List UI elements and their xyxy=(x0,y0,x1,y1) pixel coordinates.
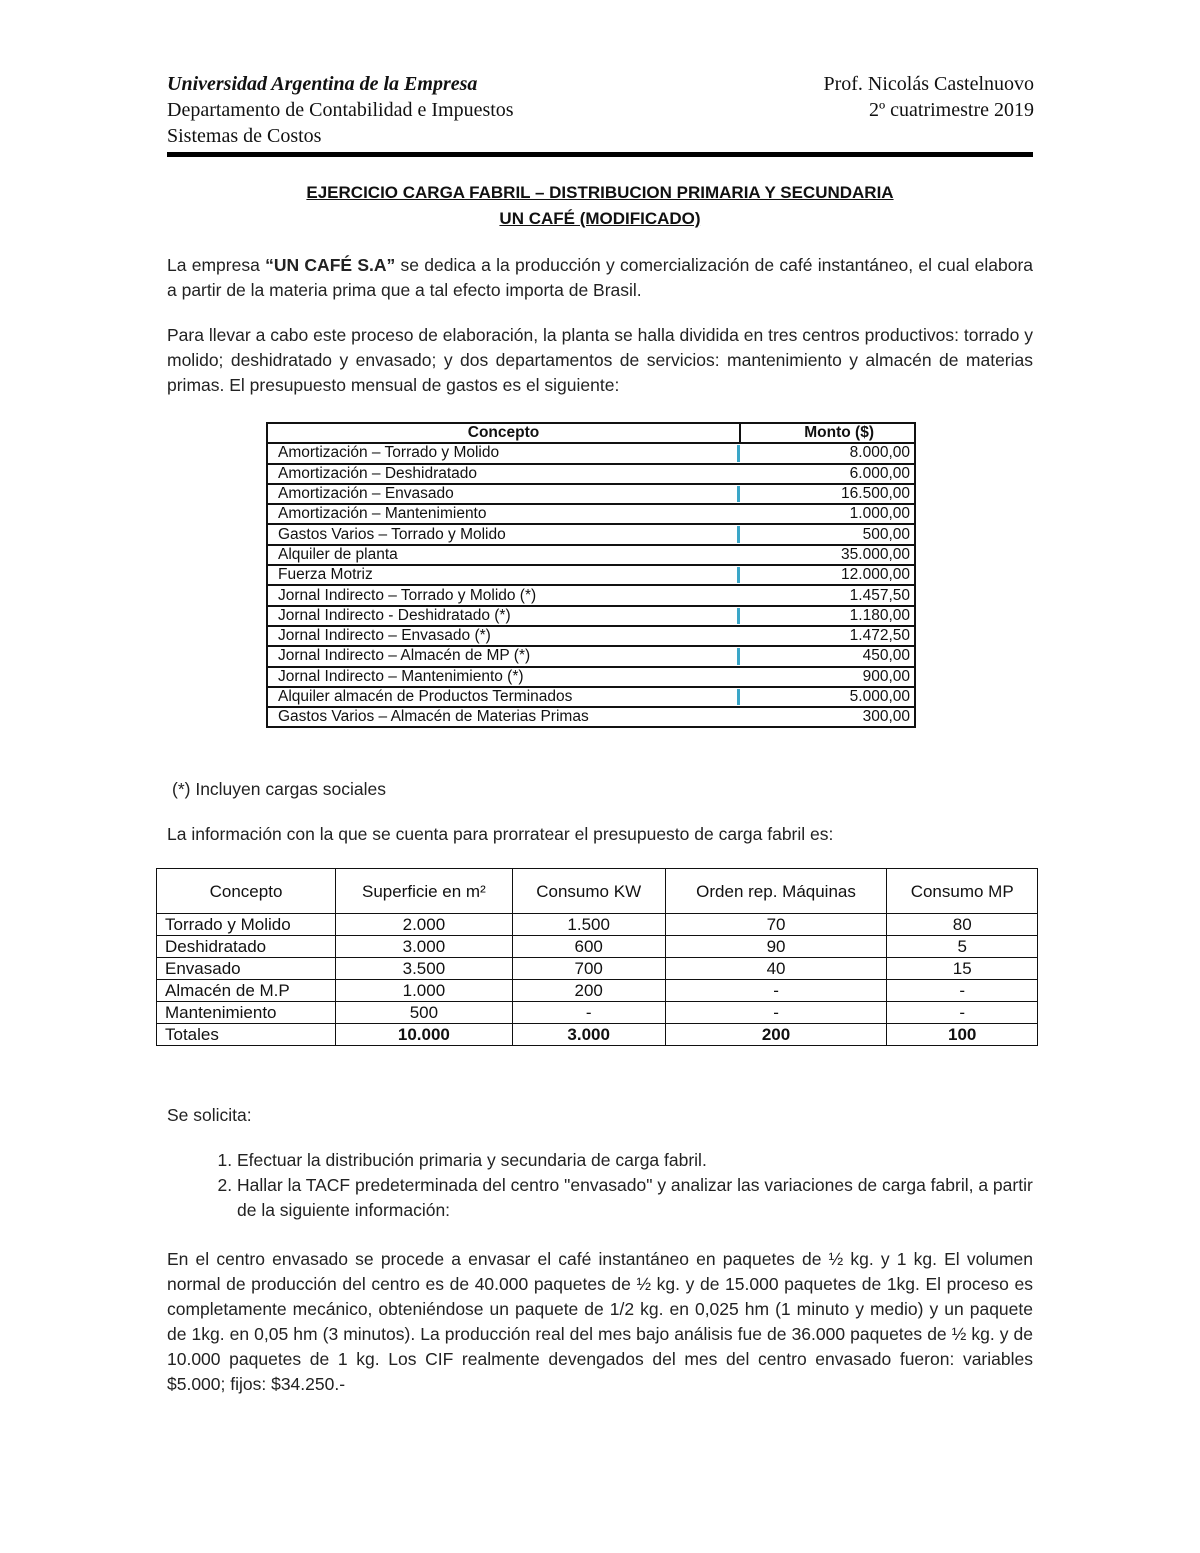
budget-concept: Jornal Indirecto - Deshidratado (*) xyxy=(267,606,740,626)
budget-row xyxy=(267,464,915,484)
bases-header: Superficie en m² xyxy=(336,869,513,914)
header-left xyxy=(167,71,514,149)
footnote: (*) Incluyen cargas sociales xyxy=(172,779,386,799)
cell-marker xyxy=(737,648,740,664)
bases-cell: 600 xyxy=(512,936,665,958)
budget-amount: 900,00 xyxy=(740,667,915,687)
budget-row xyxy=(267,687,915,707)
bases-cell: 3.000 xyxy=(336,936,513,958)
budget-amount: 6.000,00 xyxy=(740,464,915,484)
budget-concept: Amortización – Envasado xyxy=(267,484,740,504)
budget-amount: 35.000,00 xyxy=(740,545,915,565)
bases-cell: 5 xyxy=(887,936,1038,958)
budget-concept: Amortización – Deshidratado xyxy=(267,464,740,484)
budget-row xyxy=(267,504,915,524)
bases-cell: Almacén de M.P xyxy=(157,980,336,1002)
header-divider xyxy=(167,152,1033,157)
bases-header: Concepto xyxy=(157,869,336,914)
bases-header: Orden rep. Máquinas xyxy=(665,869,887,914)
company-name: “UN CAFÉ S.A” xyxy=(265,255,396,275)
bases-cell: 3.000 xyxy=(512,1024,665,1046)
bases-row xyxy=(157,1024,1038,1046)
process-paragraph: Para llevar a cabo este proceso de elaboración, la planta se halla dividida en tres centros productivos: torrado y molido; deshidratado y envasado; y dos departamentos de servicios: mantenimiento y almacén de materias primas. El presupuesto mensual de gastos es el siguiente: xyxy=(167,325,1033,395)
department-name: Departamento de Contabilidad e Impuestos xyxy=(167,99,514,121)
envasado-paragraph: En el centro envasado se procede a envasar el café instantáneo en paquetes de ½ kg. y 1 kg. El volumen normal de producción del centro es de 40.000 paquetes de ½ kg. y de 15.000 paquetes de 1kg. El proceso es completamente mecánico, obteniéndose un paquete de 1/2 kg. en 0,025 hm (1 minuto y medio) y un paquete de 1kg. en 0,05 hm (3 minutos). La producción real del mes bajo análisis fue de 36.000 paquetes de ½ kg. y de 10.000 paquetes de 1 kg. Los CIF realmente devengados del mes del centro envasado fueron: variables $5.000; fijos: $34.250.- xyxy=(167,1249,1033,1394)
request-list xyxy=(167,1148,1033,1223)
budget-amount: 1.457,50 xyxy=(740,585,915,605)
bases-cell: 2.000 xyxy=(336,914,513,936)
budget-concept: Alquiler almacén de Productos Terminados xyxy=(267,687,740,707)
budget-amount: 5.000,00 xyxy=(740,687,915,707)
budget-row xyxy=(267,545,915,565)
bases-cell: - xyxy=(887,980,1038,1002)
header-right xyxy=(823,71,1034,123)
budget-concept: Gastos Varios – Torrado y Molido xyxy=(267,524,740,544)
course-name: Sistemas de Costos xyxy=(167,125,322,147)
exercise-title: EJERCICIO CARGA FABRIL – DISTRIBUCION PRIMARIA Y SECUNDARIA xyxy=(306,183,894,202)
bases-cell: 700 xyxy=(512,958,665,980)
budget-amount: 500,00 xyxy=(740,524,915,544)
university-name: Universidad Argentina de la Empresa xyxy=(167,73,478,95)
cell-marker xyxy=(737,608,740,624)
budget-row xyxy=(267,667,915,687)
bases-cell: Mantenimiento xyxy=(157,1002,336,1024)
bases-cell: 1.000 xyxy=(336,980,513,1002)
budget-amount: 450,00 xyxy=(740,646,915,666)
bases-cell: 90 xyxy=(665,936,887,958)
budget-row xyxy=(267,626,915,646)
bases-cell: 500 xyxy=(336,1002,513,1024)
bases-cell: 3.500 xyxy=(336,958,513,980)
professor-name: Prof. Nicolás Castelnuovo xyxy=(823,73,1034,95)
bases-cell: Torrado y Molido xyxy=(157,914,336,936)
bases-cell: 15 xyxy=(887,958,1038,980)
exercise-subtitle: UN CAFÉ (MODIFICADO) xyxy=(499,209,701,228)
bases-cell: 1.500 xyxy=(512,914,665,936)
budget-header-concept: Concepto xyxy=(267,423,740,443)
request-item: 1. Efectuar la distribución primaria y secundaria de carga fabril. xyxy=(237,1148,1033,1173)
budget-concept: Gastos Varios – Almacén de Materias Primas xyxy=(267,707,740,727)
budget-amount: 1.000,00 xyxy=(740,504,915,524)
intro-paragraph xyxy=(167,253,1033,303)
bases-header: Consumo KW xyxy=(512,869,665,914)
bases-cell: 80 xyxy=(887,914,1038,936)
bases-row xyxy=(157,958,1038,980)
budget-amount: 1.180,00 xyxy=(740,606,915,626)
budget-concept: Jornal Indirecto – Torrado y Molido (*) xyxy=(267,585,740,605)
bases-header: Consumo MP xyxy=(887,869,1038,914)
bases-cell: Totales xyxy=(157,1024,336,1046)
budget-row xyxy=(267,524,915,544)
bases-cell: 100 xyxy=(887,1024,1038,1046)
allocation-bases-table xyxy=(156,868,1038,1046)
budget-concept: Alquiler de planta xyxy=(267,545,740,565)
budget-row xyxy=(267,585,915,605)
budget-row xyxy=(267,484,915,504)
budget-amount: 300,00 xyxy=(740,707,915,727)
request-item: 2. Hallar la TACF predeterminada del centro "envasado" y analizar las variaciones de carga fabril, a partir de la siguiente información: xyxy=(237,1173,1033,1223)
bases-cell: Envasado xyxy=(157,958,336,980)
budget-concept: Jornal Indirecto – Almacén de MP (*) xyxy=(267,646,740,666)
bases-cell: - xyxy=(665,1002,887,1024)
bases-cell: 200 xyxy=(665,1024,887,1046)
budget-row xyxy=(267,565,915,585)
budget-table xyxy=(266,422,916,728)
bases-row xyxy=(157,980,1038,1002)
bases-header-row xyxy=(157,869,1038,914)
term: 2º cuatrimestre 2019 xyxy=(868,99,1034,121)
bases-cell: - xyxy=(665,980,887,1002)
cell-marker xyxy=(737,567,740,583)
budget-concept: Jornal Indirecto – Mantenimiento (*) xyxy=(267,667,740,687)
intro-text-rest: se dedica a la producción y comercialización de café instantáneo, el cual elabora a partir de la materia prima que a tal efecto importa de Brasil. xyxy=(167,255,1034,300)
bases-cell: - xyxy=(887,1002,1038,1024)
bases-row xyxy=(157,914,1038,936)
cell-marker xyxy=(737,486,740,502)
budget-row xyxy=(267,606,915,626)
bases-row xyxy=(157,1002,1038,1024)
budget-row xyxy=(267,443,915,463)
budget-amount: 1.472,50 xyxy=(740,626,915,646)
request-label: Se solicita: xyxy=(167,1105,252,1125)
bases-cell: 40 xyxy=(665,958,887,980)
cell-marker xyxy=(737,445,740,461)
budget-amount: 16.500,00 xyxy=(740,484,915,504)
budget-amount: 8.000,00 xyxy=(740,443,915,463)
bases-cell: 10.000 xyxy=(336,1024,513,1046)
budget-concept: Fuerza Motriz xyxy=(267,565,740,585)
budget-header-amount: Monto ($) xyxy=(740,423,915,443)
bases-intro: La información con la que se cuenta para prorratear el presupuesto de carga fabril es: xyxy=(167,824,834,844)
cell-marker xyxy=(737,526,740,542)
bases-cell: - xyxy=(512,1002,665,1024)
bases-cell: 200 xyxy=(512,980,665,1002)
budget-concept: Amortización – Torrado y Molido xyxy=(267,443,740,463)
bases-cell: Deshidratado xyxy=(157,936,336,958)
budget-concept: Amortización – Mantenimiento xyxy=(267,504,740,524)
budget-amount: 12.000,00 xyxy=(740,565,915,585)
budget-row xyxy=(267,646,915,666)
intro-text: La empresa xyxy=(167,255,266,275)
cell-marker xyxy=(737,689,740,705)
budget-row xyxy=(267,707,915,727)
bases-cell: 70 xyxy=(665,914,887,936)
bases-row xyxy=(157,936,1038,958)
budget-concept: Jornal Indirecto – Envasado (*) xyxy=(267,626,740,646)
